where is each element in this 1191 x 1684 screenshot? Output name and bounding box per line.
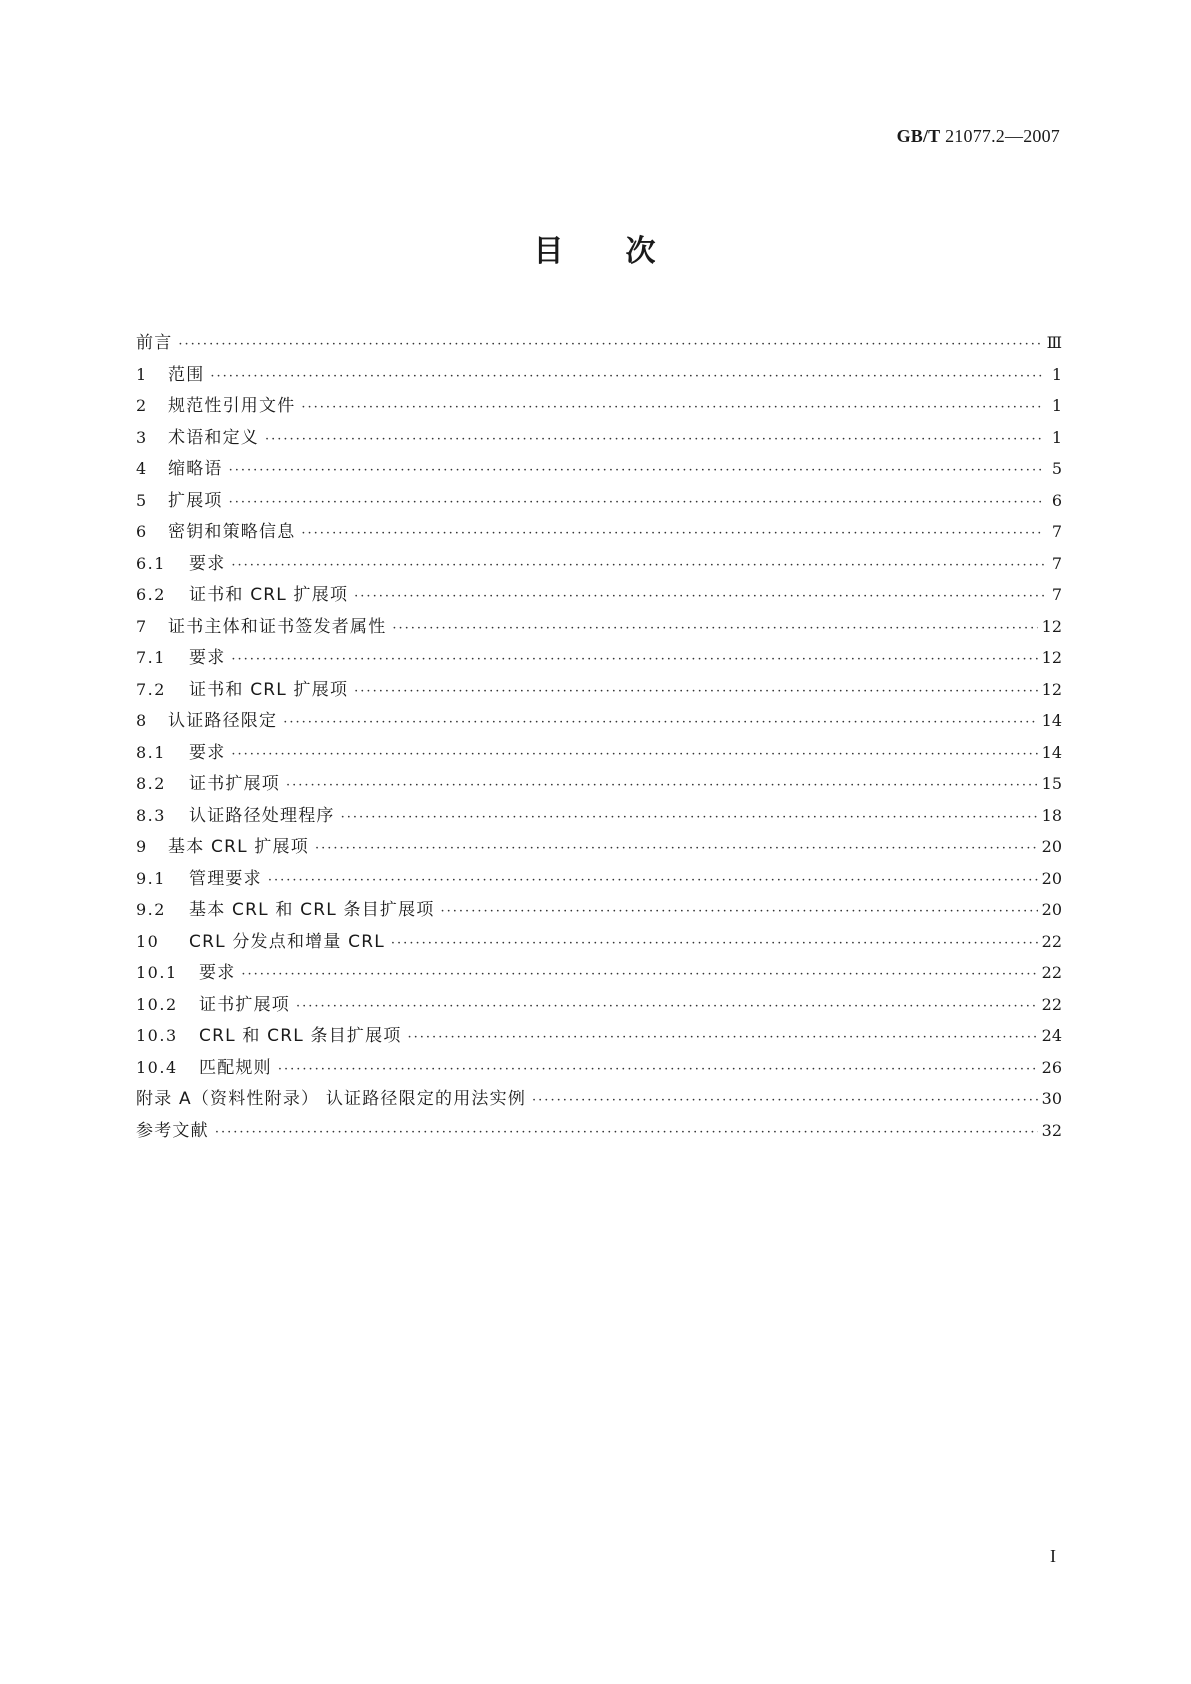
toc-entry[interactable] — [136, 737, 1062, 769]
toc-entry-label: 基本 CRL 扩展项 — [168, 837, 309, 857]
toc-leader-dots — [296, 991, 1038, 1023]
toc-entry[interactable] — [136, 1115, 1062, 1147]
toc-leader-dots — [210, 361, 1044, 393]
toc-entry[interactable] — [136, 548, 1062, 580]
toc-entry-label: 管理要求 — [189, 868, 262, 889]
toc-entry-number: 6.2 — [136, 585, 166, 604]
toc-entry-number: 7.2 — [136, 679, 166, 699]
toc-entry-number: 1 — [136, 364, 148, 384]
toc-entry-number: 8.1 — [136, 742, 166, 762]
standard-prefix: GB/T — [896, 126, 941, 146]
toc-leader-dots — [354, 676, 1037, 708]
toc-entry-label: 证书主体和证书签发者属性 — [168, 616, 387, 637]
toc-leader-dots — [391, 928, 1038, 960]
toc-leader-dots — [441, 896, 1038, 928]
toc-leader-dots — [354, 581, 1044, 613]
toc-entry-number: 3 — [136, 427, 148, 447]
toc-entry[interactable] — [136, 1052, 1062, 1084]
toc-entry-label: 证书扩展项 — [199, 994, 290, 1015]
toc-entry-label: 要求 — [189, 553, 226, 574]
toc-entry[interactable] — [136, 674, 1062, 706]
toc-entry[interactable] — [136, 390, 1062, 422]
toc-leader-dots — [231, 644, 1037, 676]
toc-entry-page: 30 — [1041, 1089, 1062, 1108]
toc-entry-page: 12 — [1041, 648, 1062, 667]
toc-leader-dots — [241, 959, 1037, 991]
toc-entry-number: 7 — [136, 616, 148, 636]
toc-leader-dots — [229, 455, 1044, 487]
toc-leader-dots — [231, 550, 1044, 582]
toc-entry-number: 7.1 — [136, 648, 166, 667]
toc-entry[interactable] — [136, 768, 1062, 800]
toc-entry-page: 7 — [1051, 553, 1062, 573]
toc-entry-label: 证书扩展项 — [189, 774, 280, 794]
toc-leader-dots — [278, 1054, 1038, 1086]
toc-entry-label: 要求 — [189, 742, 226, 763]
toc-entry[interactable] — [136, 359, 1062, 391]
toc-entry-page: 14 — [1041, 711, 1062, 730]
toc-entry-number: 10.4 — [136, 1057, 178, 1077]
toc-leader-dots — [231, 739, 1037, 771]
toc-leader-dots — [265, 424, 1044, 456]
toc-entry-label: 范围 — [168, 364, 205, 385]
toc-entry[interactable] — [136, 1083, 1062, 1115]
toc-entry[interactable] — [136, 705, 1062, 737]
toc-entry-page: 26 — [1041, 1057, 1062, 1077]
toc-entry-label: 要求 — [189, 648, 226, 668]
toc-entry-number: 9 — [136, 837, 148, 856]
toc-entry-label: 证书和 CRL 扩展项 — [189, 679, 349, 700]
toc-entry-page: 1 — [1051, 364, 1062, 384]
toc-entry-label: 证书和 CRL 扩展项 — [189, 585, 349, 605]
toc-entry[interactable] — [136, 485, 1062, 517]
toc-entry-page: 14 — [1041, 742, 1062, 762]
toc-entry[interactable] — [136, 800, 1062, 832]
toc-leader-dots — [532, 1085, 1038, 1117]
toc-entry-label: 缩略语 — [168, 459, 223, 479]
toc-entry-page: 20 — [1041, 837, 1062, 856]
toc-entry-label: 认证路径处理程序 — [189, 805, 335, 826]
toc-entry-label: 术语和定义 — [168, 427, 259, 448]
toc-entry-page: 7 — [1051, 522, 1062, 541]
toc-entry-label: 要求 — [199, 963, 236, 983]
toc-entry-label: 匹配规则 — [199, 1057, 272, 1078]
toc-entry-number: 10.2 — [136, 994, 178, 1014]
toc-entry[interactable] — [136, 989, 1062, 1021]
toc-entry[interactable] — [136, 611, 1062, 643]
title-char-1: 目 — [533, 234, 566, 269]
toc-entry[interactable] — [136, 422, 1062, 454]
toc-entry-label: 基本 CRL 和 CRL 条目扩展项 — [189, 900, 435, 920]
toc-leader-dots — [301, 392, 1044, 424]
toc-leader-dots — [268, 865, 1038, 897]
toc-entry-page: 18 — [1041, 805, 1062, 825]
toc-entry-number: 10.1 — [136, 963, 178, 982]
toc-entry[interactable] — [136, 957, 1062, 989]
toc-entry[interactable] — [136, 926, 1062, 958]
toc-entry-page: Ⅲ — [1046, 333, 1062, 352]
toc-entry[interactable] — [136, 579, 1062, 611]
toc-entry-page: 20 — [1041, 868, 1062, 888]
standard-code — [897, 126, 1060, 147]
toc-entry-number: 2 — [136, 396, 148, 415]
toc-entry-number: 8.3 — [136, 805, 166, 825]
standard-number: 21077.2—2007 — [940, 126, 1060, 146]
toc-entry-label: 密钥和策略信息 — [168, 522, 296, 542]
toc-entry-page: 5 — [1051, 459, 1062, 478]
toc-entry-page: 22 — [1041, 963, 1062, 982]
toc-entry[interactable] — [136, 831, 1062, 863]
toc-entry-number: 10.3 — [136, 1026, 178, 1045]
toc-entry-page: 6 — [1051, 490, 1062, 510]
toc-entry-page: 24 — [1041, 1026, 1062, 1045]
toc-entry-label: 认证路径限定 — [168, 711, 278, 731]
toc-entry-page: 22 — [1041, 994, 1062, 1014]
toc-entry[interactable] — [136, 453, 1062, 485]
toc-entry-page: 12 — [1041, 679, 1062, 699]
toc-entry-number: 6.1 — [136, 553, 166, 573]
toc-entry-page: 20 — [1041, 900, 1062, 919]
toc-entry-number: 5 — [136, 490, 148, 510]
toc-entry-label: 附录 A（资料性附录） 认证路径限定的用法实例 — [136, 1089, 527, 1109]
toc-leader-dots — [341, 802, 1038, 834]
toc-entry-page: 32 — [1041, 1120, 1062, 1140]
toc-entry-page: 1 — [1051, 396, 1062, 415]
toc-entry-label: 参考文献 — [136, 1120, 209, 1141]
toc-entry[interactable] — [136, 516, 1062, 548]
footer-page-number: I — [1050, 1546, 1056, 1566]
toc-leader-dots — [283, 707, 1037, 739]
toc-entry-page: 12 — [1041, 616, 1062, 636]
toc-entry-label: 扩展项 — [168, 490, 223, 511]
toc-entry-number: 6 — [136, 522, 148, 541]
toc-entry-label: 规范性引用文件 — [168, 396, 296, 416]
toc-entry-number: 9.1 — [136, 868, 166, 888]
toc-entry-number: 9.2 — [136, 900, 166, 919]
toc-leader-dots — [315, 833, 1038, 865]
toc-entry-number: 10 — [136, 931, 160, 951]
toc-entry-page: 22 — [1041, 931, 1062, 951]
toc-leader-dots — [408, 1022, 1038, 1054]
toc-entry-page: 1 — [1051, 427, 1062, 447]
toc-entry[interactable] — [136, 863, 1062, 895]
toc-entry[interactable] — [136, 642, 1062, 674]
toc-leader-dots — [301, 518, 1044, 550]
toc-entry-page: 7 — [1051, 585, 1062, 604]
toc-entry-label: 前言 — [136, 333, 173, 353]
toc-leader-dots — [178, 329, 1042, 361]
toc-leader-dots — [286, 770, 1038, 802]
toc-leader-dots — [215, 1117, 1038, 1149]
toc-entry[interactable] — [136, 1020, 1062, 1052]
table-of-contents — [136, 327, 1062, 1146]
toc-entry[interactable] — [136, 894, 1062, 926]
toc-entry-number: 8.2 — [136, 774, 166, 793]
toc-entry[interactable] — [136, 327, 1062, 359]
title-char-2: 次 — [625, 234, 658, 269]
toc-entry-label: CRL 和 CRL 条目扩展项 — [199, 1026, 402, 1046]
toc-leader-dots — [392, 613, 1037, 645]
toc-entry-number: 4 — [136, 459, 148, 478]
page-title — [0, 226, 1191, 270]
toc-leader-dots — [229, 487, 1044, 519]
toc-entry-page: 15 — [1041, 774, 1062, 793]
toc-entry-label: CRL 分发点和增量 CRL — [189, 931, 385, 952]
toc-entry-number: 8 — [136, 711, 148, 730]
